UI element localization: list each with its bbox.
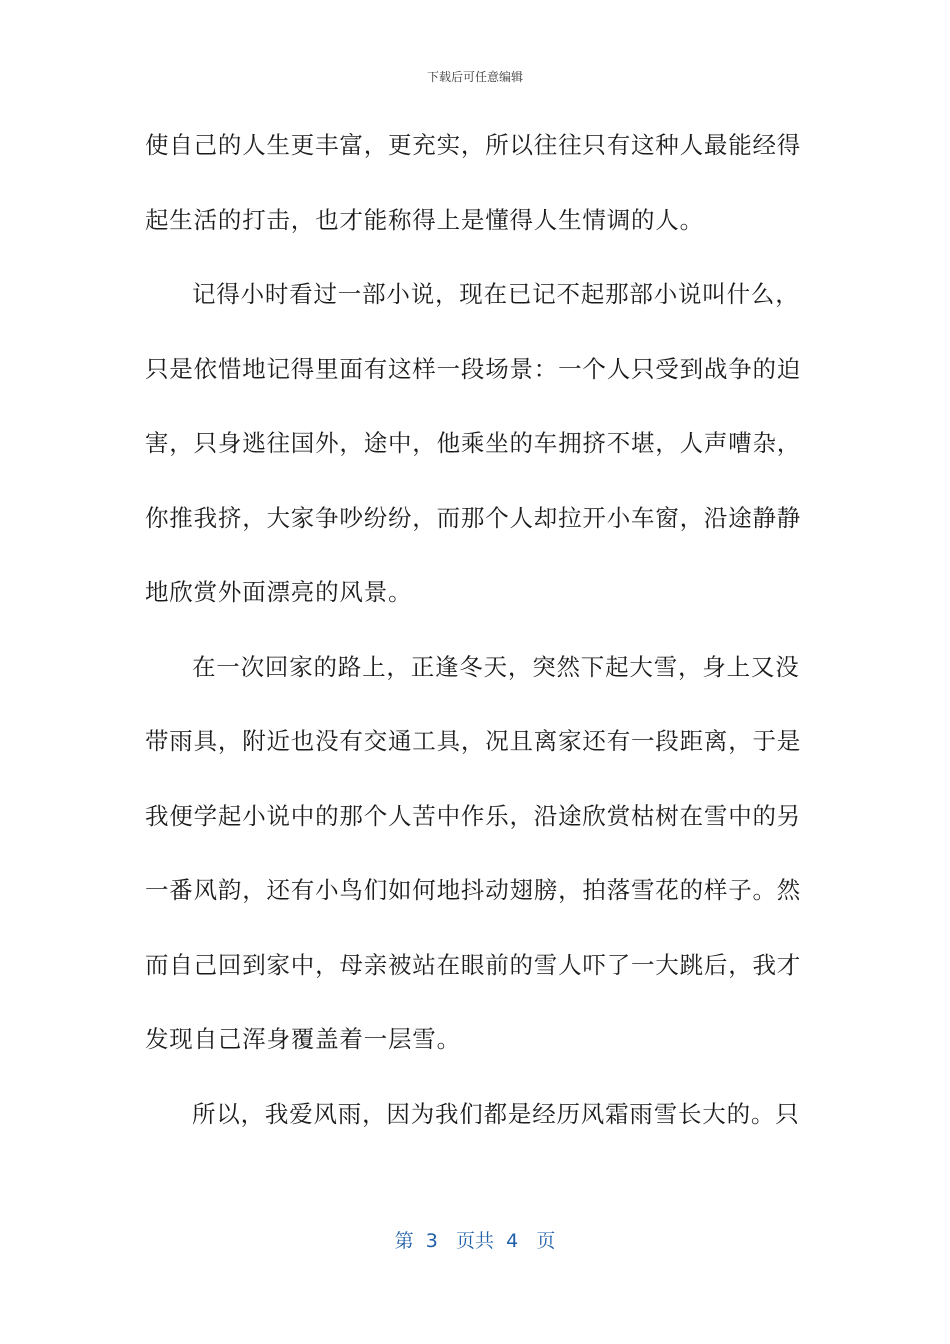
text-line: 一番风韵，还有小鸟们如何地抖动翅膀，拍落雪花的样子。然 <box>145 876 802 904</box>
page-prefix: 第 <box>394 1230 414 1252</box>
text-line: 你推我挤，大家争吵纷纷，而那个人却拉开小车窗，沿途静静 <box>145 503 802 532</box>
paragraph-start-line: 在一次回家的路上，正逢冬天，突然下起大雪，身上又没 <box>192 652 800 681</box>
text-line: 而自己回到家中，母亲被站在眼前的雪人吓了一大跳后，我才 <box>145 950 802 979</box>
current-page-number: 3 <box>425 1230 438 1252</box>
text-line: 地欣赏外面漂亮的风景。 <box>145 578 413 606</box>
paragraph-start-line: 所以，我爱风雨，因为我们都是经历风霜雨雪长大的。只 <box>192 1099 800 1128</box>
text-line: 发现自己浑身覆盖着一层雪。 <box>145 1025 461 1053</box>
document-body <box>145 120 802 1163</box>
text-line: 害，只身逃往国外，途中，他乘坐的车拥挤不堪，人声嘈杂， <box>145 429 802 457</box>
paragraph-start-line: 记得小时看过一部小说，现在已记不起那部小说叫什么， <box>192 280 800 308</box>
text-line: 起生活的打击，也才能称得上是懂得人生情调的人。 <box>145 205 704 234</box>
text-line: 使自己的人生更丰富，更充实，所以往往只有这种人最能经得 <box>145 131 802 159</box>
page-suffix: 页 <box>536 1230 556 1252</box>
page-number-footer <box>0 1226 950 1253</box>
page-middle: 页共 <box>455 1230 494 1252</box>
total-pages-number: 4 <box>506 1230 519 1252</box>
text-line: 我便学起小说中的那个人苦中作乐，沿途欣赏枯树在雪中的另 <box>145 801 802 830</box>
text-line: 带雨具，附近也没有交通工具，况且离家还有一段距离，于是 <box>145 727 802 755</box>
download-note: 下载后可任意编辑 <box>426 70 523 84</box>
text-line: 只是依惜地记得里面有这样一段场景：一个人只受到战争的迫 <box>145 354 802 383</box>
